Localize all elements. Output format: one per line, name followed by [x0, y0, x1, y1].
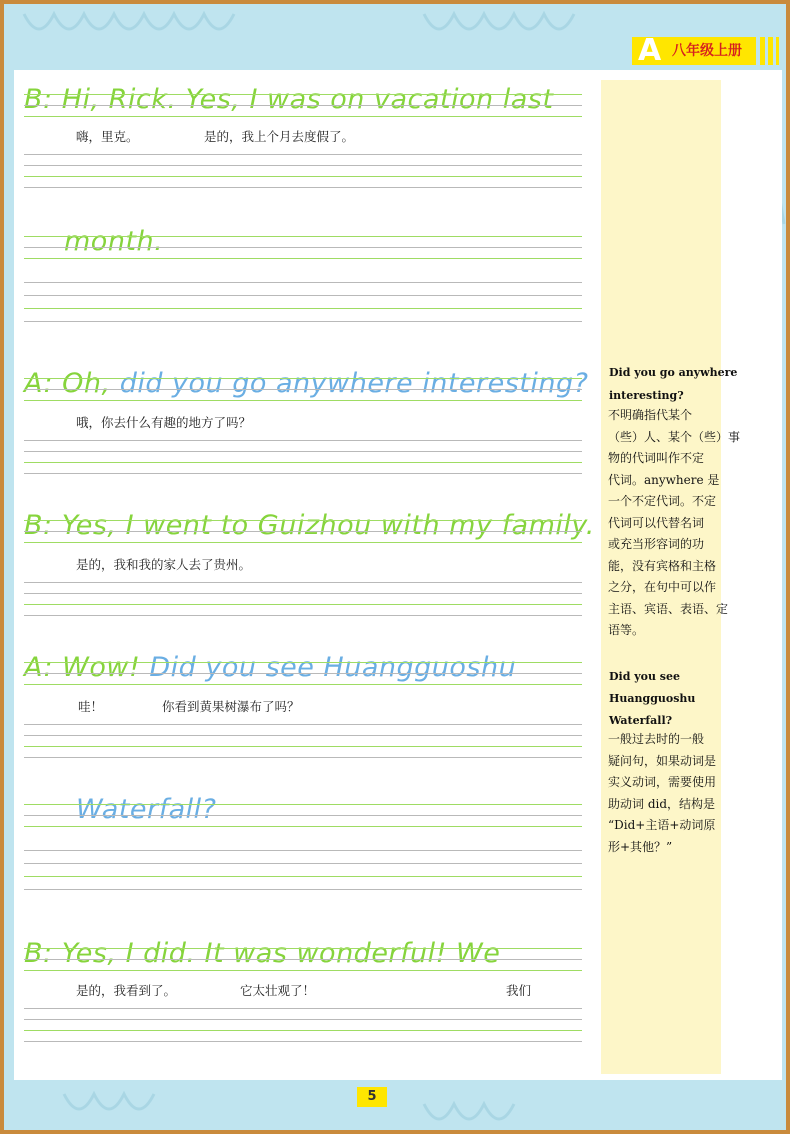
note-line: 实义动词，需要使用 [608, 775, 717, 789]
practice-line [24, 604, 582, 605]
guide-line [24, 389, 582, 390]
practice-line [24, 440, 582, 441]
practice-line [24, 1030, 582, 1031]
chinese-translation: 我们 [506, 983, 532, 998]
tab-stripe [760, 37, 765, 65]
tab-stripe [776, 37, 779, 65]
chinese-translation: 是的，我看到了。 [76, 983, 177, 998]
practice-line [24, 1019, 582, 1020]
speaker-prefix: A: Wow! [24, 652, 150, 683]
grade-letter: A [638, 33, 662, 68]
speaker-prefix: A: Oh, [24, 368, 120, 399]
grade-label: 八年级上册 [672, 43, 742, 59]
practice-line [24, 187, 582, 188]
practice-line [24, 176, 582, 177]
practice-line [24, 1008, 582, 1009]
note-body [608, 405, 741, 642]
note-line: 主语、宾语、表语、定 [608, 601, 729, 616]
note-line: 之分，在句中可以作 [608, 580, 717, 594]
chinese-translation: 哇！ [78, 699, 104, 714]
practice-line [24, 582, 582, 583]
note-heading: Huangguoshu [609, 692, 696, 705]
guide-line [24, 94, 582, 95]
note-body [608, 729, 716, 858]
english-sentence: month. [64, 226, 164, 257]
guide-line [24, 531, 582, 532]
guide-line [24, 542, 582, 543]
note-line: 物的代词叫作不定 [608, 451, 705, 465]
practice-line [24, 615, 582, 616]
practice-line [24, 850, 582, 851]
practice-line [24, 462, 582, 463]
practice-line [24, 473, 582, 474]
english-question: Did you see Huangguoshu [149, 652, 517, 683]
english-question: did you go anywhere interesting? [119, 368, 589, 399]
note-line: 形+其他？” [608, 839, 673, 854]
note-heading: interesting? [609, 389, 684, 402]
note-line: 代词可以代替名词 [608, 515, 705, 530]
chinese-translation: 它太壮观了！ [240, 983, 316, 998]
note-line: 语等。 [608, 623, 645, 637]
guide-line [24, 959, 582, 960]
practice-line [24, 735, 582, 736]
guide-line [24, 400, 582, 401]
guide-line [24, 116, 582, 117]
guide-line [24, 520, 582, 521]
practice-line [24, 746, 582, 747]
guide-line [24, 258, 582, 259]
practice-line [24, 282, 582, 283]
guide-line [24, 247, 582, 248]
guide-line [24, 970, 582, 971]
note-line: 一般过去时的一般 [608, 732, 705, 746]
guide-line [24, 673, 582, 674]
note-heading: Did you go anywhere [609, 366, 738, 379]
guide-line [24, 815, 582, 816]
practice-line [24, 451, 582, 452]
english-sentence: B: Hi, Rick. Yes, I was on vacation last [24, 84, 554, 115]
practice-line [24, 889, 582, 890]
chinese-translation: 哦，你去什么有趣的地方了吗？ [76, 415, 252, 430]
practice-line [24, 724, 582, 725]
practice-line [24, 876, 582, 877]
practice-line [24, 295, 582, 296]
note-line: 代词。anywhere 是 [608, 472, 720, 487]
note-line: “Did+主语+动词原 [608, 818, 716, 832]
english-sentence: B: Yes, I went to Guizhou with my family. [24, 510, 595, 541]
chinese-translation: 是的，我和我的家人去了贵州。 [76, 557, 252, 572]
note-line: 疑问句，如果动词是 [608, 753, 717, 768]
note-line: 一个不定代词。不定 [608, 494, 717, 508]
guide-line [24, 804, 582, 805]
note-line: 或充当形容词的功 [608, 537, 705, 551]
page-number: 5 [357, 1087, 387, 1107]
guide-line [24, 826, 582, 827]
practice-line [24, 308, 582, 309]
note-line: （些）人、某个（些）事 [608, 429, 741, 444]
guide-line [24, 948, 582, 949]
guide-line [24, 236, 582, 237]
chinese-translation: 你看到黄果树瀑布了吗？ [162, 699, 300, 714]
practice-line [24, 154, 582, 155]
practice-line [24, 863, 582, 864]
english-sentence: Waterfall? [76, 794, 217, 825]
chinese-translation: 是的，我上个月去度假了。 [204, 129, 355, 144]
guide-line [24, 684, 582, 685]
chinese-translation: 嗨，里克。 [76, 129, 139, 144]
note-line: 不明确指代某个 [608, 408, 693, 422]
guide-line [24, 378, 582, 379]
guide-line [24, 662, 582, 663]
practice-line [24, 1041, 582, 1042]
note-heading: Waterfall? [609, 714, 673, 727]
note-heading: Did you see [609, 670, 680, 683]
practice-line [24, 757, 582, 758]
note-line: 助动词 did，结构是 [608, 796, 716, 811]
practice-line [24, 321, 582, 322]
tab-stripe [768, 37, 773, 65]
english-sentence: B: Yes, I did. It was wonderful! We [24, 938, 501, 969]
practice-line [24, 593, 582, 594]
practice-line [24, 165, 582, 166]
guide-line [24, 105, 582, 106]
note-line: 能，没有宾格和主格 [608, 558, 717, 573]
